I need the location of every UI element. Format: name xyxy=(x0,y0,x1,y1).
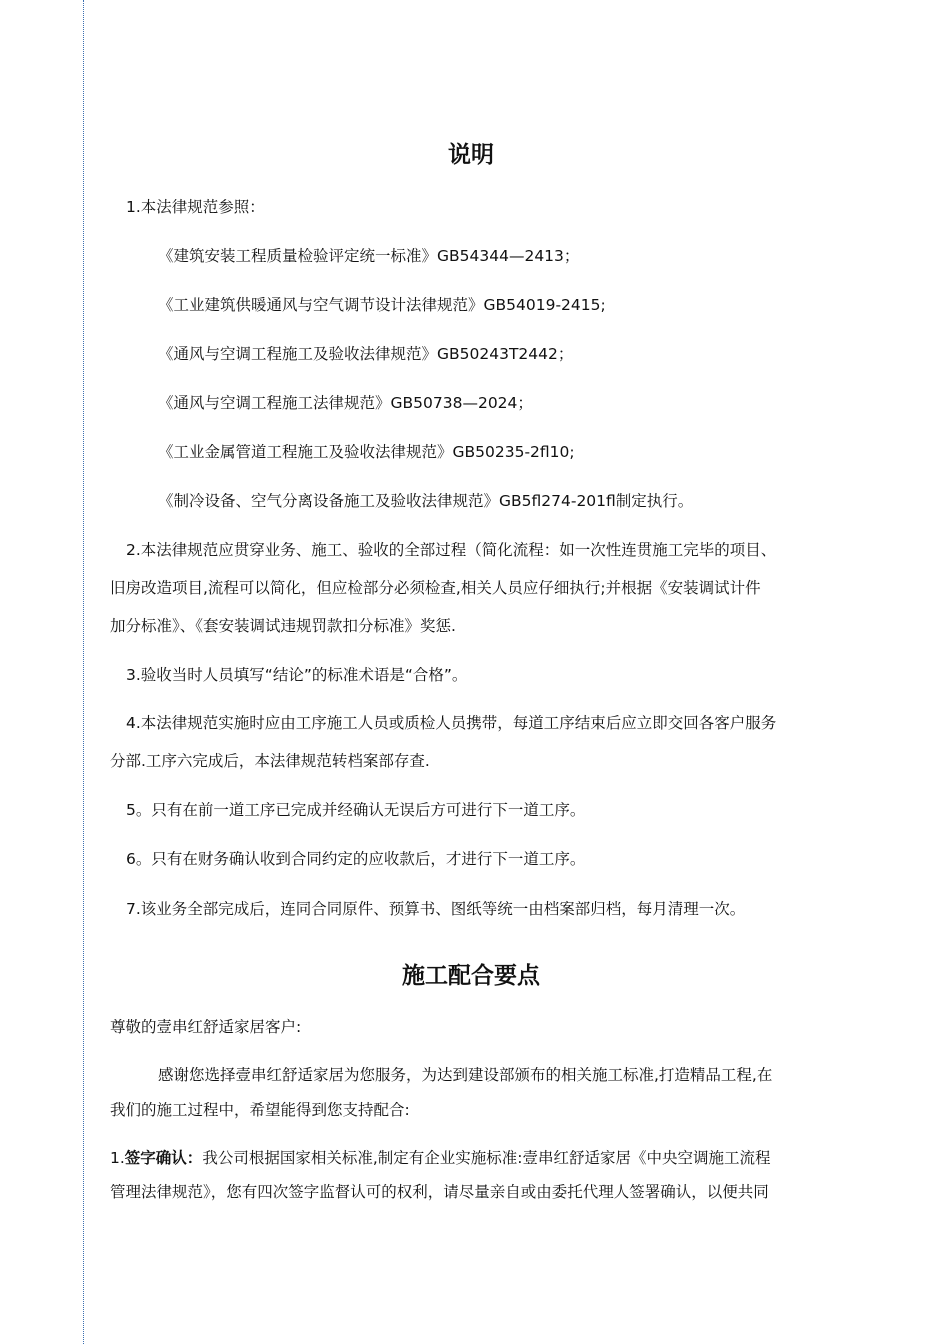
point-1-line-2: 管理法律规范》，您有四次签字监督认可的权利，请尽量亲自或由委托代理人签署确认，以便共同 xyxy=(110,1183,769,1201)
item-2-line-3: 加分标准》、《套安装调试违规罚款扣分标准》奖惩. xyxy=(110,617,456,635)
section-title-notes: 说明 xyxy=(448,142,494,168)
item-2-line-1: 2.本法律规范应贯穿业务、施工、验收的全部过程（简化流程：如一次性连贯施工完毕的项目、 xyxy=(126,541,777,559)
intro-line-1: 感谢您选择壹串红舒适家居为您服务，为达到建设部颁布的相关施工标准,打造精品工程,在 xyxy=(158,1066,773,1084)
item-3: 3.验收当时人员填写“结论”的标准术语是“合格”。 xyxy=(126,666,468,684)
reference-5: 《工业金属管道工程施工及验收法律规范》GB50235-2fl10; xyxy=(158,443,575,461)
item-1: 1.本法律规范参照： xyxy=(126,198,265,216)
point-1-line-1 xyxy=(110,1150,770,1167)
item-4-line-1: 4.本法律规范实施时应由工序施工人员或质检人员携带，每道工序结束后应立即交回各客户服务 xyxy=(126,714,777,732)
point-1-text: 我公司根据国家相关标准,制定有企业实施标准:壹串红舒适家居《中央空调施工流程 xyxy=(202,1149,771,1167)
reference-6: 《制冷设备、空气分离设备施工及验收法律规范》GB5fl274-201fl制定执行。 xyxy=(158,492,694,510)
reference-3: 《通风与空调工程施工及验收法律规范》GB50243T2442； xyxy=(158,345,574,363)
item-6: 6。只有在财务确认收到合同约定的应收款后，才进行下一道工序。 xyxy=(126,850,586,868)
reference-2: 《工业建筑供暖通风与空气调节设计法律规范》GB54019-2415; xyxy=(158,296,606,314)
point-1-number: 1. xyxy=(110,1149,125,1167)
reference-1: 《建筑安装工程质量检验评定统一标准》GB54344—2413； xyxy=(158,247,580,265)
point-1-label: 签字确认： xyxy=(124,1149,203,1167)
greeting: 尊敬的壹串红舒适家居客户: xyxy=(110,1018,302,1036)
reference-4: 《通风与空调工程施工法律规范》GB50738—2024； xyxy=(158,394,533,412)
margin-guide-line xyxy=(83,0,84,1344)
item-5: 5。只有在前一道工序已完成并经确认无误后方可进行下一道工序。 xyxy=(126,801,586,819)
item-7: 7.该业务全部完成后，连同合同原件、预算书、图纸等统一由档案部归档，每月清理一次。 xyxy=(126,900,746,918)
item-4-line-2: 分部.工序六完成后，本法律规范转档案部存查. xyxy=(110,752,430,770)
item-2-line-2: 旧房改造项目,流程可以简化，但应检部分必须检查,相关人员应仔细执行;并根据《安装调试计件 xyxy=(110,579,761,597)
intro-line-2: 我们的施工过程中，希望能得到您支持配合: xyxy=(110,1101,410,1119)
section-title-construction-points: 施工配合要点 xyxy=(402,963,540,989)
